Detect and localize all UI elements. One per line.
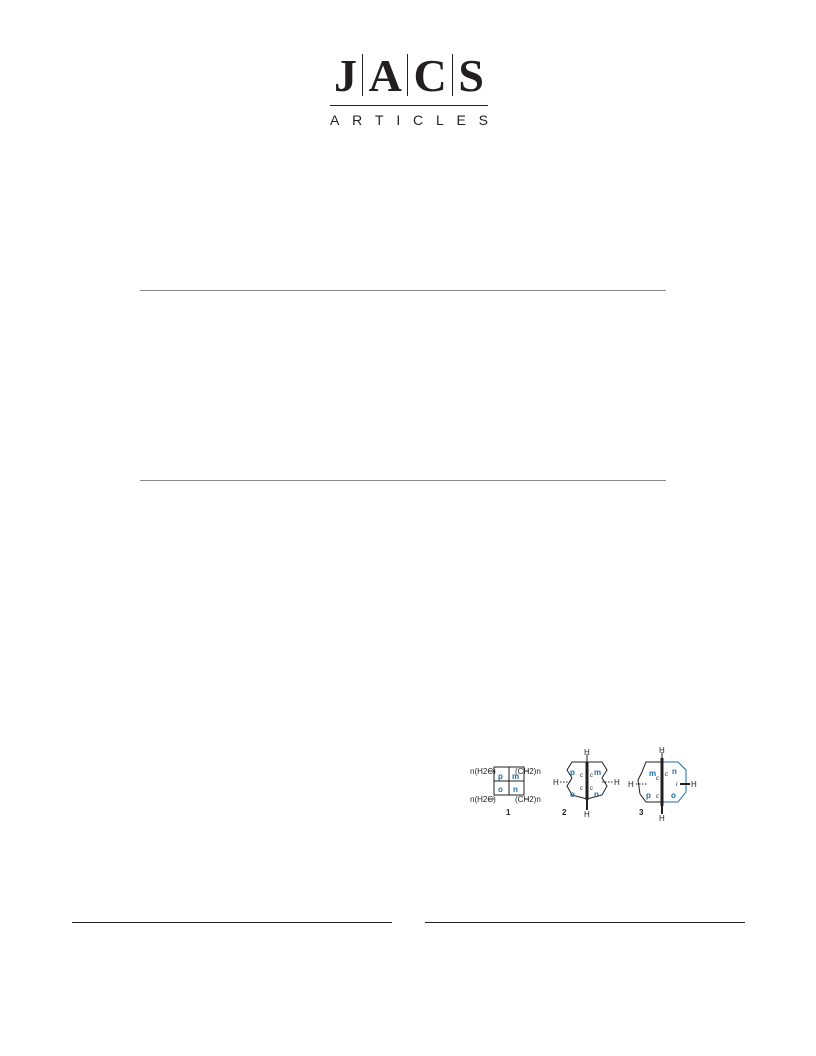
ring-label: n <box>513 785 518 794</box>
logo-subtitle-letter: I <box>396 112 401 128</box>
logo-rule <box>330 105 488 106</box>
atom-label: c <box>580 773 583 779</box>
structures-svg <box>466 744 716 822</box>
logo-subtitle-letter: T <box>375 112 384 128</box>
ring-label: o <box>671 791 676 800</box>
footnote-rule-left <box>72 922 392 923</box>
substituent-label: n(H2C) <box>470 795 496 804</box>
hydrogen-label: H <box>659 746 665 755</box>
logo-letter: S <box>458 49 484 101</box>
ring-label: n <box>594 790 599 799</box>
logo-letters <box>330 49 488 101</box>
atom-label: c <box>590 786 593 792</box>
compound-number: 3 <box>639 808 644 817</box>
atom-label: c <box>656 776 659 782</box>
logo-subtitle-letter: L <box>435 112 444 128</box>
logo-separator <box>362 54 363 96</box>
compound-3 <box>636 752 690 814</box>
substituent-label: n(H2C) <box>470 767 496 776</box>
footnote-rule-right <box>425 922 745 923</box>
hydrogen-label: H <box>553 778 559 787</box>
chemical-structures-figure <box>466 744 716 822</box>
compound-1 <box>470 767 541 817</box>
atom-label: c <box>665 772 668 778</box>
logo-subtitle <box>330 112 488 128</box>
logo-separator <box>452 54 453 96</box>
logo-subtitle-letter: E <box>456 112 466 128</box>
compound-number: 2 <box>562 808 567 817</box>
logo-subtitle-letter: S <box>478 112 488 128</box>
hydrogen-label: H <box>659 814 665 822</box>
hydrogen-label: H <box>584 810 590 819</box>
journal-logo <box>330 49 488 128</box>
ring-label: m <box>594 768 602 777</box>
ring-label: m <box>649 769 657 778</box>
logo-subtitle-letter: C <box>413 112 424 128</box>
atom-label: c <box>590 773 593 779</box>
ring-label: o <box>498 785 503 794</box>
ring-label: p <box>646 791 651 800</box>
ring-label: n <box>672 767 677 776</box>
compound-2 <box>560 754 613 810</box>
hydrogen-label: H <box>628 780 634 789</box>
atom-label: c <box>656 794 659 800</box>
logo-letter: J <box>334 49 357 101</box>
ring-label: o <box>570 790 575 799</box>
substituent-label: (CH2)n <box>515 795 541 804</box>
atom-label: c <box>580 786 583 792</box>
abstract-top-rule <box>140 290 666 291</box>
hydrogen-label: H <box>691 780 697 789</box>
ring-label: p <box>570 768 575 777</box>
logo-subtitle-letter: A <box>330 112 340 128</box>
compound-number: 1 <box>506 808 511 817</box>
atom-label: i <box>676 782 678 788</box>
logo-letter: C <box>413 49 447 101</box>
logo-subtitle-letter: R <box>352 112 363 128</box>
logo-separator <box>407 54 408 96</box>
ring-label: p <box>498 772 503 781</box>
ring-label: m <box>512 772 520 781</box>
hydrogen-label: H <box>584 748 590 757</box>
logo-letter: A <box>368 49 402 101</box>
substituent-label: (CH2)n <box>515 767 541 776</box>
hydrogen-label: H <box>614 778 620 787</box>
abstract-bottom-rule <box>140 480 666 481</box>
